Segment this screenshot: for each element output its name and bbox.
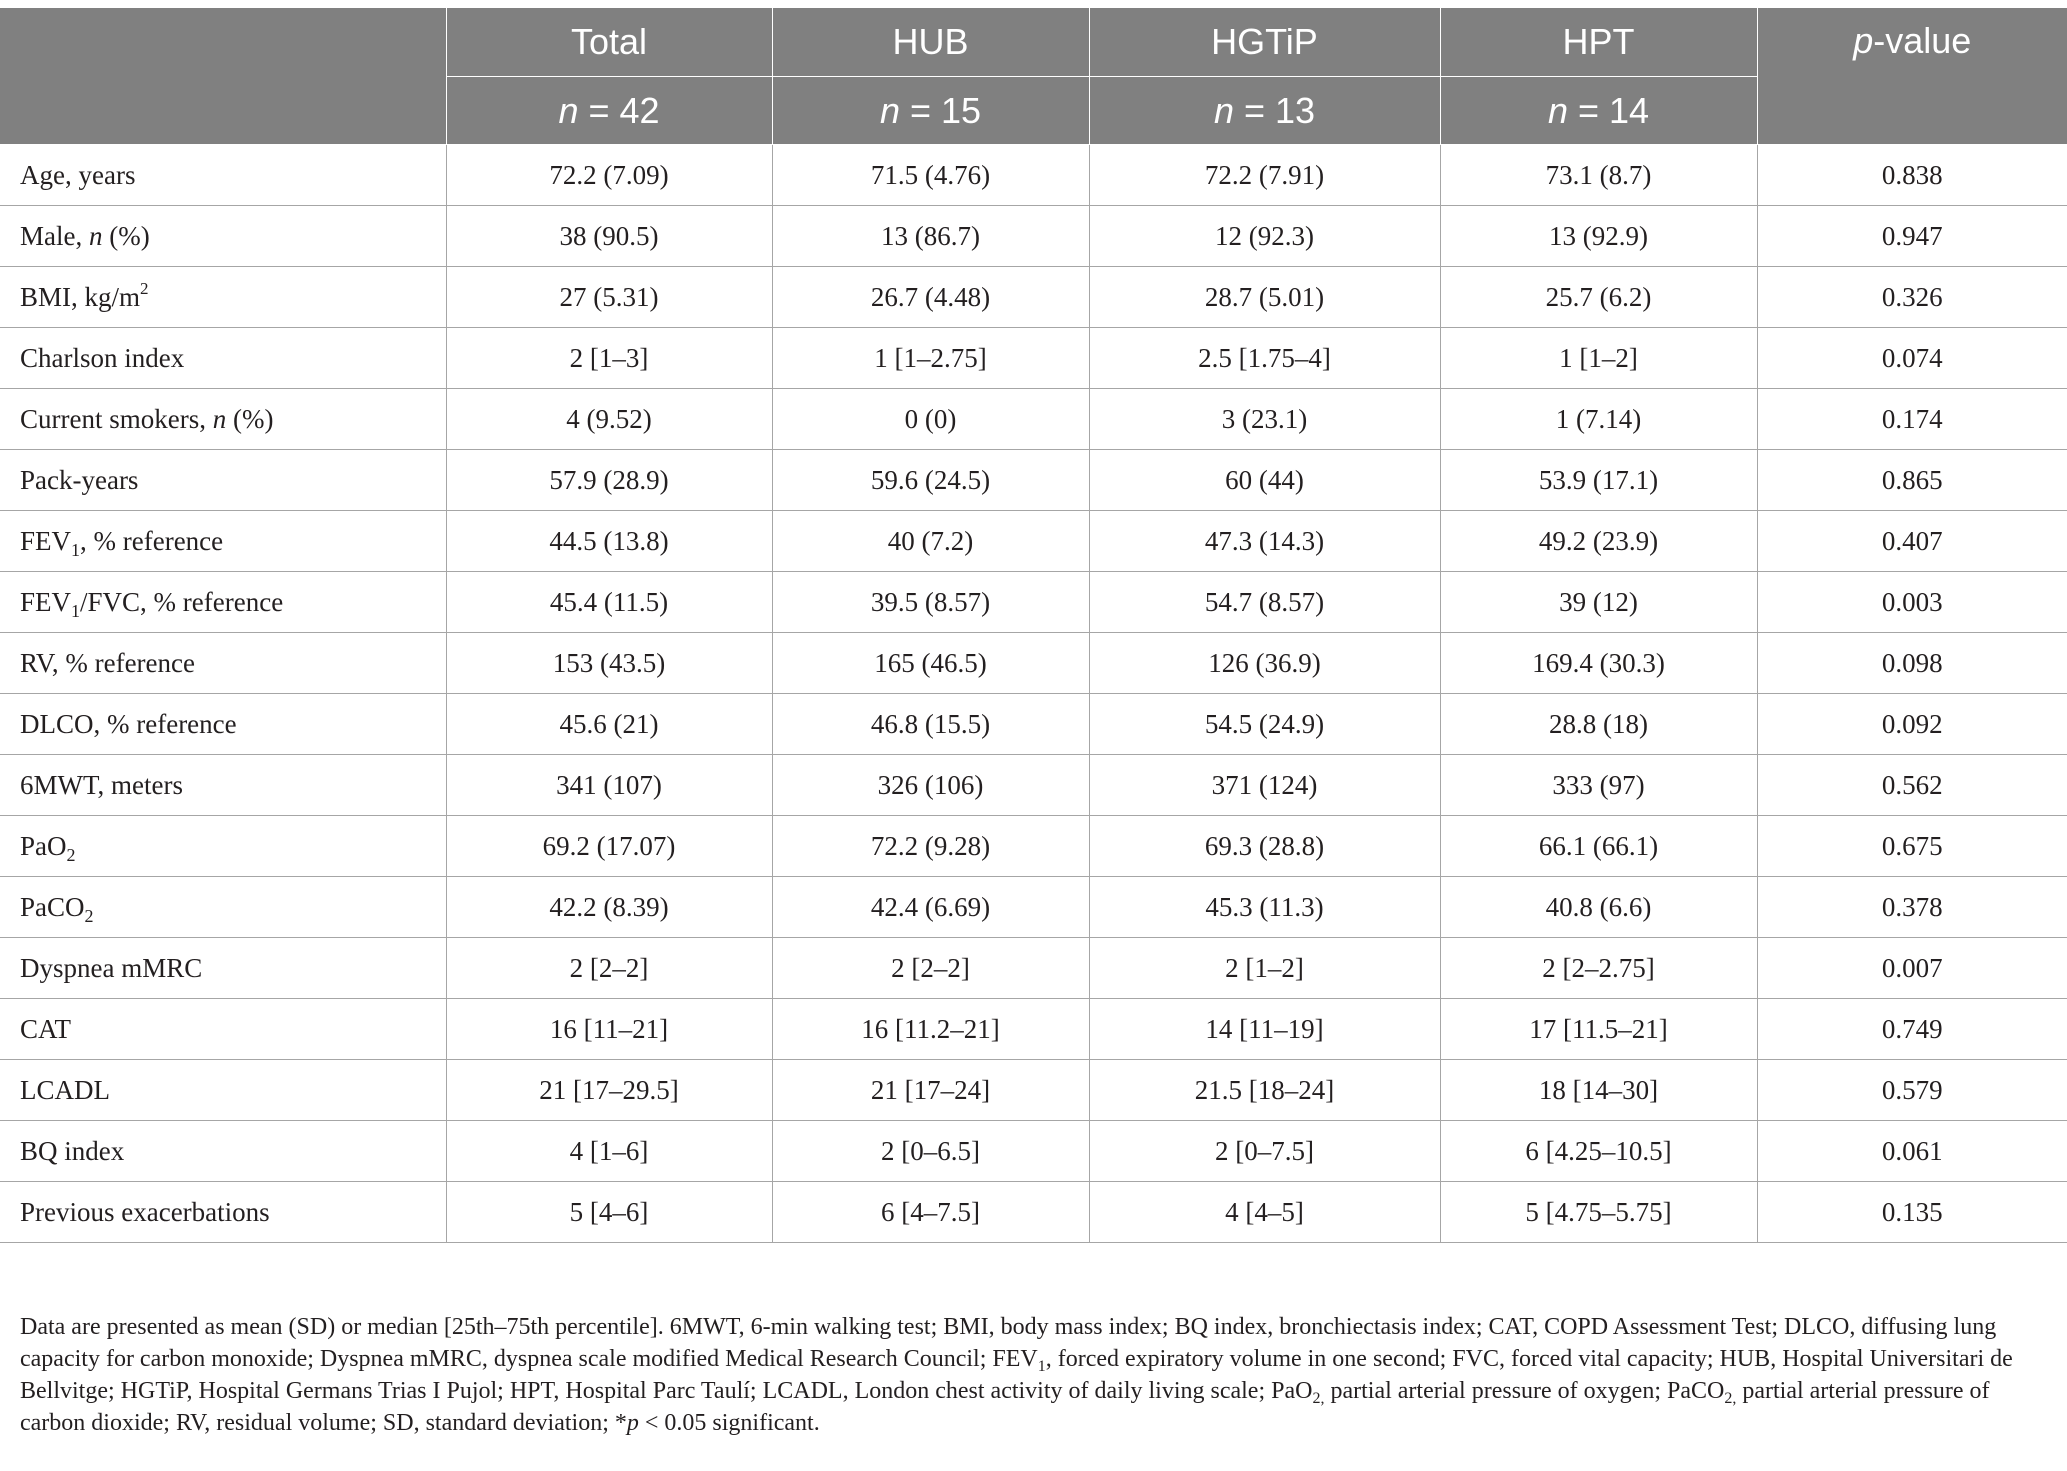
label-text: PaCO — [20, 891, 85, 922]
col-header-hpt: HPT — [1440, 8, 1757, 77]
table-header — [0, 8, 2067, 145]
table-row — [0, 938, 2067, 999]
row-label — [0, 877, 446, 938]
table-row — [0, 389, 2067, 450]
cell-hgtip: 14 [11–19] — [1089, 999, 1440, 1060]
table-row — [0, 328, 2067, 389]
label-italic: n — [88, 220, 103, 251]
cell-hpt: 39 (12) — [1440, 572, 1757, 633]
row-label: Previous exacerbations — [0, 1182, 446, 1243]
cell-hub: 71.5 (4.76) — [772, 145, 1089, 206]
cell-total: 45.6 (21) — [446, 694, 772, 755]
cell-hpt: 6 [4.25–10.5] — [1440, 1121, 1757, 1182]
cell-hgtip: 72.2 (7.91) — [1089, 145, 1440, 206]
table-row — [0, 572, 2067, 633]
cell-hub: 326 (106) — [772, 755, 1089, 816]
n-label: n — [1547, 89, 1568, 131]
cell-pvalue: 0.092 — [1757, 694, 2067, 755]
cell-hub: 39.5 (8.57) — [772, 572, 1089, 633]
cell-hub: 42.4 (6.69) — [772, 877, 1089, 938]
n-label: n — [879, 89, 900, 131]
cell-hgtip: 45.3 (11.3) — [1089, 877, 1440, 938]
cell-total: 5 [4–6] — [446, 1182, 772, 1243]
cell-pvalue: 0.074 — [1757, 328, 2067, 389]
label-text: PaO — [20, 830, 67, 861]
row-label — [0, 816, 446, 877]
cell-pvalue: 0.838 — [1757, 145, 2067, 206]
footnote-text: < 0.05 significant. — [638, 1410, 820, 1436]
cell-hub: 1 [1–2.75] — [772, 328, 1089, 389]
cell-pvalue: 0.174 — [1757, 389, 2067, 450]
table-row — [0, 633, 2067, 694]
cell-total: 16 [11–21] — [446, 999, 772, 1060]
cell-hub: 13 (86.7) — [772, 206, 1089, 267]
table-row — [0, 694, 2067, 755]
label-text: FEV — [20, 525, 72, 556]
baseline-characteristics-table — [0, 8, 2067, 1243]
cell-hpt: 73.1 (8.7) — [1440, 145, 1757, 206]
cell-pvalue: 0.378 — [1757, 877, 2067, 938]
row-label: RV, % reference — [0, 633, 446, 694]
row-label — [0, 267, 446, 328]
table-row — [0, 1121, 2067, 1182]
cell-pvalue: 0.749 — [1757, 999, 2067, 1060]
cell-hub: 72.2 (9.28) — [772, 816, 1089, 877]
cell-hpt: 49.2 (23.9) — [1440, 511, 1757, 572]
table-row — [0, 816, 2067, 877]
cell-hgtip: 2.5 [1.75–4] — [1089, 328, 1440, 389]
col-header-hub: HUB — [772, 8, 1089, 77]
cell-hub: 59.6 (24.5) — [772, 450, 1089, 511]
cell-hub: 21 [17–24] — [772, 1060, 1089, 1121]
cell-total: 4 (9.52) — [446, 389, 772, 450]
table-row — [0, 206, 2067, 267]
cell-hpt: 17 [11.5–21] — [1440, 999, 1757, 1060]
table-row — [0, 999, 2067, 1060]
label-subscript: 1 — [71, 600, 81, 621]
row-label: DLCO, % reference — [0, 694, 446, 755]
cell-hpt: 25.7 (6.2) — [1440, 267, 1757, 328]
label-text: Current smokers, — [20, 403, 213, 434]
label-text: , % reference — [80, 525, 224, 556]
cell-hgtip: 371 (124) — [1089, 755, 1440, 816]
cell-hgtip: 21.5 [18–24] — [1089, 1060, 1440, 1121]
cell-total: 69.2 (17.07) — [446, 816, 772, 877]
cell-hgtip: 126 (36.9) — [1089, 633, 1440, 694]
cell-total: 27 (5.31) — [446, 267, 772, 328]
footnote-text: , forced expiratory volume in one second; FVC, forced vital capacity; HUB, Hospital Universitari de Bellvitge; HGTiP, Hospital Germans Trias I Pujol; HPT, Hospital Parc Taulí; LCADL, London chest activity of daily living scale; PaO — [20, 1346, 2013, 1404]
row-label — [0, 572, 446, 633]
cell-hgtip: 54.7 (8.57) — [1089, 572, 1440, 633]
cell-total: 2 [1–3] — [446, 328, 772, 389]
footnote-text: partial arterial pressure of oxygen; PaCO — [1324, 1378, 1725, 1404]
cell-hpt: 28.8 (18) — [1440, 694, 1757, 755]
cell-hpt: 1 [1–2] — [1440, 328, 1757, 389]
cell-total: 341 (107) — [446, 755, 772, 816]
cell-hgtip: 3 (23.1) — [1089, 389, 1440, 450]
row-label: Age, years — [0, 145, 446, 206]
table-row — [0, 267, 2067, 328]
cell-pvalue: 0.562 — [1757, 755, 2067, 816]
footnote-italic-p: p — [626, 1410, 639, 1436]
cell-total: 42.2 (8.39) — [446, 877, 772, 938]
cell-hpt: 333 (97) — [1440, 755, 1757, 816]
stub-header — [0, 8, 446, 145]
cell-hub: 26.7 (4.48) — [772, 267, 1089, 328]
cell-total: 72.2 (7.09) — [446, 145, 772, 206]
cell-total: 153 (43.5) — [446, 633, 772, 694]
row-label: BQ index — [0, 1121, 446, 1182]
cell-total: 44.5 (13.8) — [446, 511, 772, 572]
table-body — [0, 145, 2067, 1243]
pvalue-rest: -value — [1873, 20, 1972, 61]
cell-hub: 2 [2–2] — [772, 938, 1089, 999]
table-row — [0, 511, 2067, 572]
n-value: = 15 — [899, 89, 982, 131]
footnote-subscript: 2, — [1724, 1390, 1737, 1407]
row-label: CAT — [0, 999, 446, 1060]
cell-hub: 2 [0–6.5] — [772, 1121, 1089, 1182]
label-text: Male, — [20, 220, 89, 251]
cell-hpt: 18 [14–30] — [1440, 1060, 1757, 1121]
n-hgtip — [1089, 77, 1440, 145]
cell-total: 45.4 (11.5) — [446, 572, 772, 633]
cell-hpt: 169.4 (30.3) — [1440, 633, 1757, 694]
footnote-text: partial arterial pressure of carbon dioxide; RV, residual volume; SD, standard deviation; * — [20, 1378, 1990, 1436]
cell-total: 38 (90.5) — [446, 206, 772, 267]
row-label: Pack-years — [0, 450, 446, 511]
n-label: n — [558, 89, 579, 131]
cell-total: 21 [17–29.5] — [446, 1060, 772, 1121]
cell-hub: 0 (0) — [772, 389, 1089, 450]
cell-hgtip: 60 (44) — [1089, 450, 1440, 511]
label-subscript: 2 — [84, 905, 94, 926]
cell-hub: 16 [11.2–21] — [772, 999, 1089, 1060]
col-header-pvalue — [1757, 8, 2067, 145]
row-label: LCADL — [0, 1060, 446, 1121]
label-text: (%) — [226, 403, 274, 434]
row-label: 6MWT, meters — [0, 755, 446, 816]
cell-hpt: 2 [2–2.75] — [1440, 938, 1757, 999]
label-text: (%) — [102, 220, 150, 251]
n-label: n — [1213, 89, 1234, 131]
cell-total: 2 [2–2] — [446, 938, 772, 999]
cell-hgtip: 12 (92.3) — [1089, 206, 1440, 267]
row-label — [0, 511, 446, 572]
cell-hpt: 13 (92.9) — [1440, 206, 1757, 267]
cell-hpt: 40.8 (6.6) — [1440, 877, 1757, 938]
table-footnote — [20, 1311, 2050, 1439]
cell-hgtip: 54.5 (24.9) — [1089, 694, 1440, 755]
cell-pvalue: 0.003 — [1757, 572, 2067, 633]
cell-hpt: 53.9 (17.1) — [1440, 450, 1757, 511]
cell-hgtip: 2 [0–7.5] — [1089, 1121, 1440, 1182]
label-subscript: 1 — [71, 539, 81, 560]
row-label: Dyspnea mMRC — [0, 938, 446, 999]
cell-hpt: 5 [4.75–5.75] — [1440, 1182, 1757, 1243]
n-hpt — [1440, 77, 1757, 145]
col-header-total: Total — [446, 8, 772, 77]
row-label — [0, 389, 446, 450]
n-value: = 14 — [1567, 89, 1650, 131]
label-superscript: 2 — [140, 278, 149, 298]
row-label: Charlson index — [0, 328, 446, 389]
pvalue-p: p — [1853, 20, 1874, 61]
n-hub — [772, 77, 1089, 145]
cell-pvalue: 0.675 — [1757, 816, 2067, 877]
cell-hgtip: 69.3 (28.8) — [1089, 816, 1440, 877]
label-text: BMI, kg/m — [20, 281, 141, 312]
cell-pvalue: 0.407 — [1757, 511, 2067, 572]
label-italic: n — [212, 403, 227, 434]
cell-pvalue: 0.061 — [1757, 1121, 2067, 1182]
cell-hgtip: 4 [4–5] — [1089, 1182, 1440, 1243]
cell-hgtip: 28.7 (5.01) — [1089, 267, 1440, 328]
table-row — [0, 755, 2067, 816]
n-value: = 13 — [1233, 89, 1316, 131]
table-row — [0, 145, 2067, 206]
cell-pvalue: 0.865 — [1757, 450, 2067, 511]
cell-pvalue: 0.007 — [1757, 938, 2067, 999]
label-subscript: 2 — [66, 844, 76, 865]
table-row — [0, 450, 2067, 511]
cell-hpt: 66.1 (66.1) — [1440, 816, 1757, 877]
cell-hub: 165 (46.5) — [772, 633, 1089, 694]
label-text: /FVC, % reference — [80, 586, 284, 617]
n-total — [446, 77, 772, 145]
table-row — [0, 1182, 2067, 1243]
cell-hgtip: 47.3 (14.3) — [1089, 511, 1440, 572]
footnote-subscript: 1 — [1037, 1358, 1046, 1375]
table-row — [0, 1060, 2067, 1121]
col-header-hgtip: HGTiP — [1089, 8, 1440, 77]
cell-hpt: 1 (7.14) — [1440, 389, 1757, 450]
footnote-text: Data are presented as mean (SD) or median [25th–75th percentile]. 6MWT, 6-min walking test; BMI, body mass index; BQ index, bronchiectasis index; CAT, COPD Assessment Test; DLCO, diffusing lung capacity for carbon monoxide; Dyspnea mMRC, dyspnea scale modified Medical Research Council; FEV — [20, 1314, 1997, 1372]
cell-hub: 6 [4–7.5] — [772, 1182, 1089, 1243]
cell-pvalue: 0.326 — [1757, 267, 2067, 328]
cell-total: 4 [1–6] — [446, 1121, 772, 1182]
row-label — [0, 206, 446, 267]
cell-pvalue: 0.947 — [1757, 206, 2067, 267]
n-value: = 42 — [578, 89, 660, 131]
cell-hub: 40 (7.2) — [772, 511, 1089, 572]
footnote-subscript: 2, — [1312, 1390, 1325, 1407]
cell-pvalue: 0.098 — [1757, 633, 2067, 694]
cell-total: 57.9 (28.9) — [446, 450, 772, 511]
cell-hgtip: 2 [1–2] — [1089, 938, 1440, 999]
cell-hub: 46.8 (15.5) — [772, 694, 1089, 755]
label-text: FEV — [20, 586, 72, 617]
table-row — [0, 877, 2067, 938]
cell-pvalue: 0.579 — [1757, 1060, 2067, 1121]
cell-pvalue: 0.135 — [1757, 1182, 2067, 1243]
